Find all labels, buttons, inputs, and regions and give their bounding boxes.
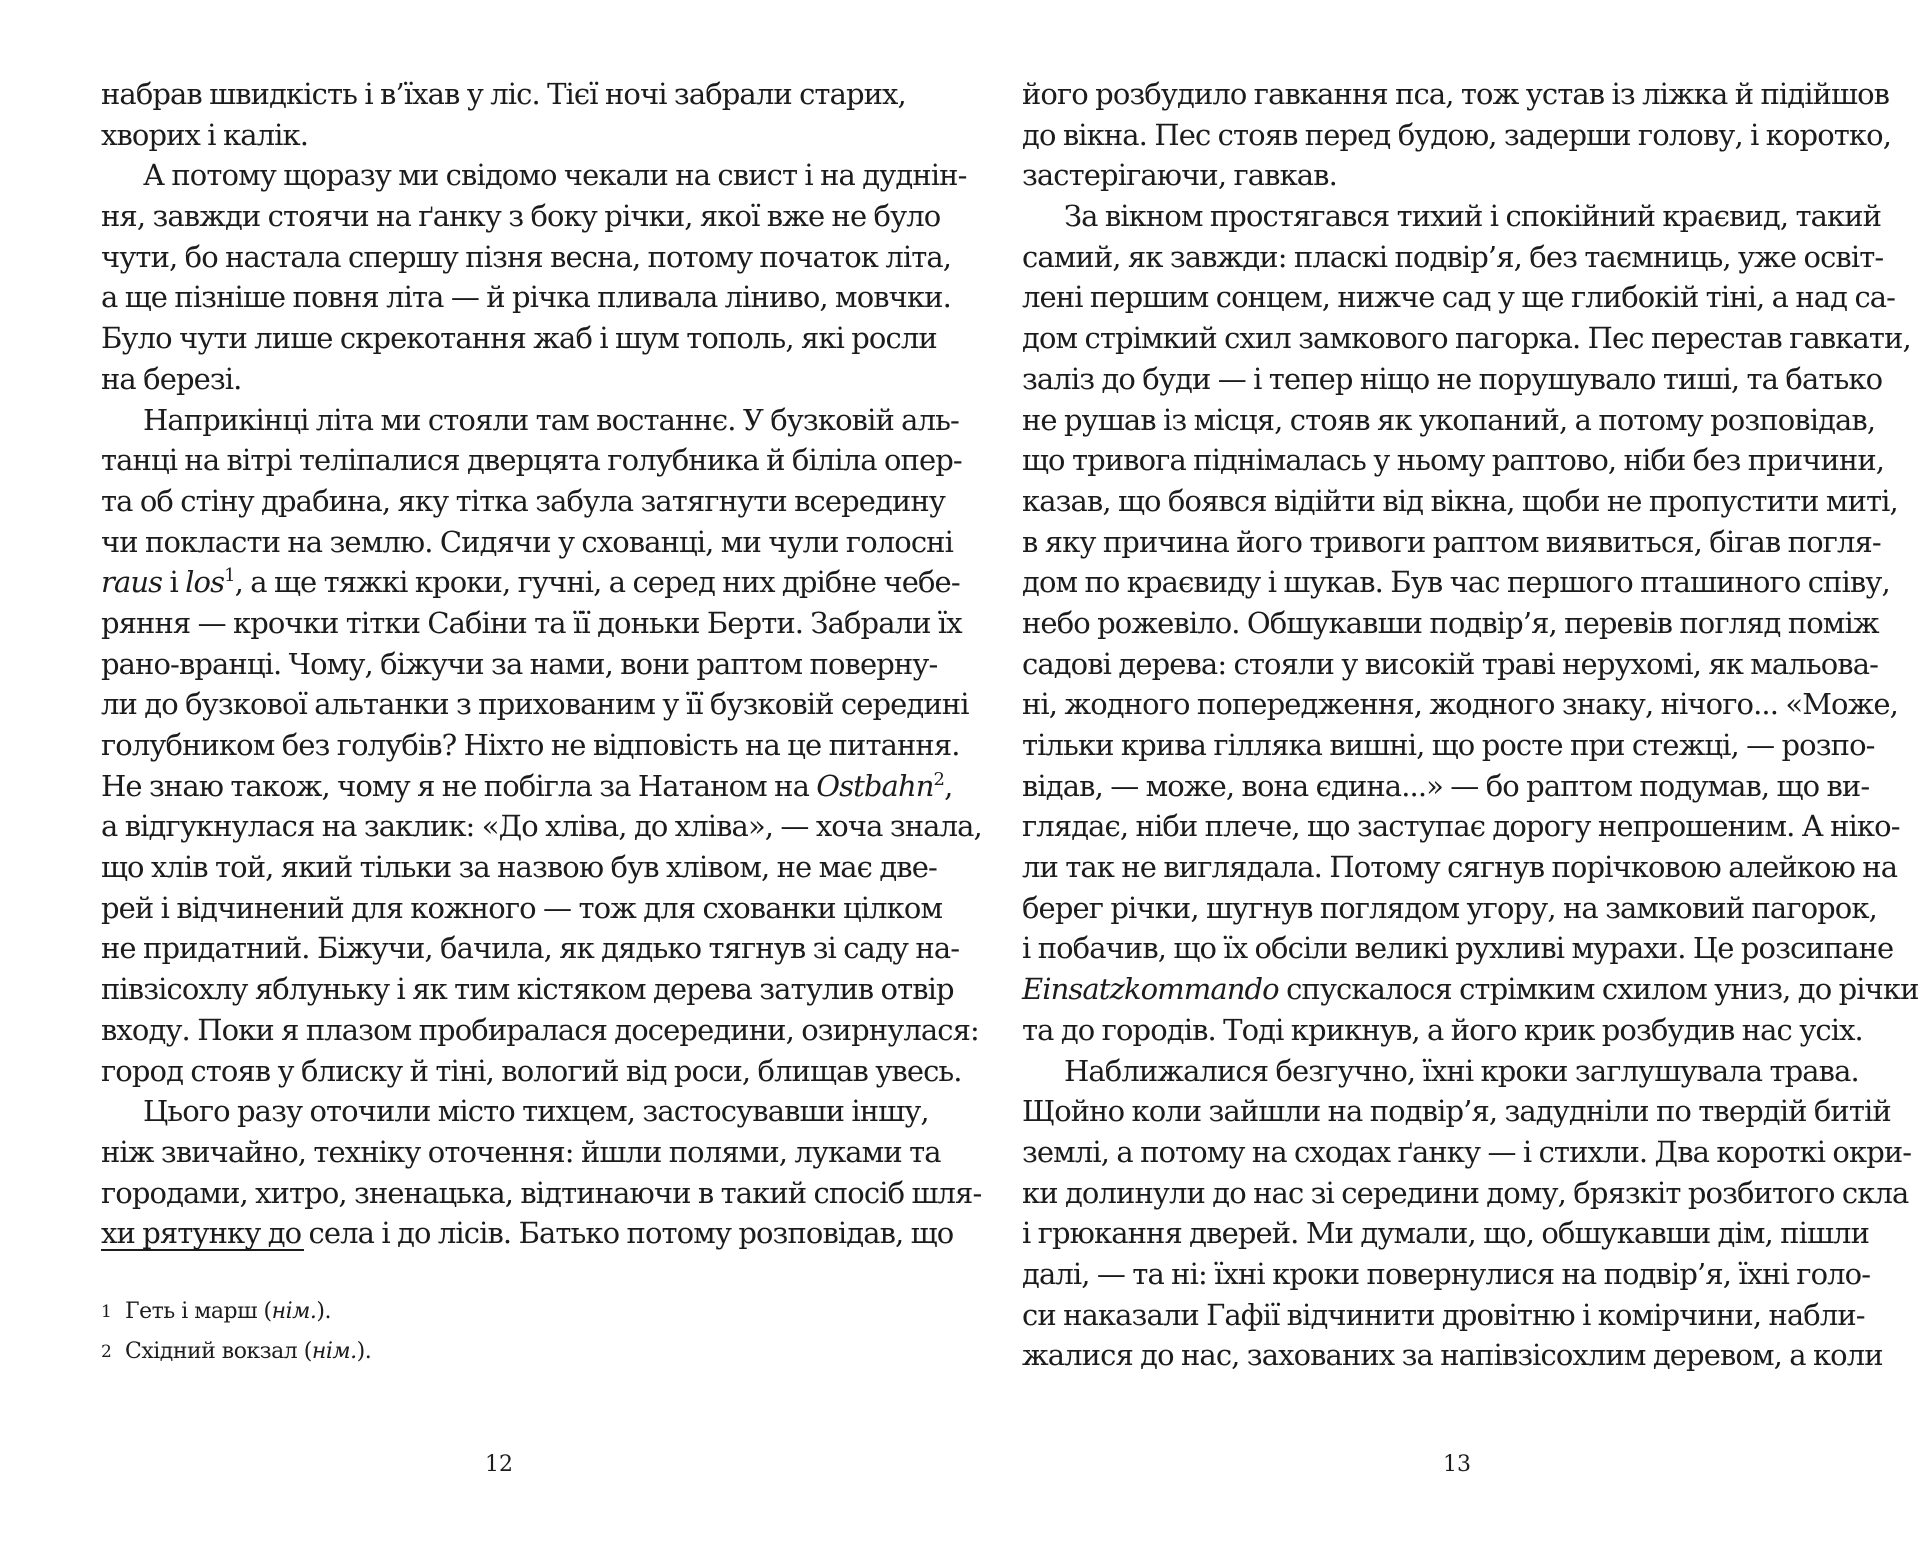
- text-line: відав, — може, вона єдина...» — бо раптом подумав, що ви-: [1022, 768, 1870, 803]
- text-line: на березі.: [101, 361, 242, 396]
- text-line: А потому щоразу ми свідомо чекали на свист і на дуднін-: [143, 158, 967, 193]
- text-fragment: , а ще тяжкі кроки, гучні, а серед них дрібне чебе-: [234, 565, 960, 600]
- text-line: город стояв у блиску й тіні, вологий від роси, блищав увесь.: [101, 1053, 962, 1088]
- text-line: За вікном простягався тихий і спокійний краєвид, такий: [1064, 199, 1882, 234]
- text-line: рано-вранці. Чому, біжучи за нами, вони раптом поверну-: [101, 646, 938, 681]
- text-line: си наказали Гафії відчинити дровітню і комірчини, набли-: [1022, 1297, 1865, 1332]
- text-line: ли так не виглядала. Потому сягнув порічковою алейкою на: [1022, 850, 1898, 885]
- text-line: глядає, ніби плече, що заступає дорогу непрошеним. А ніко-: [1022, 809, 1900, 844]
- footnote-mark: 2: [101, 1342, 112, 1362]
- text-line: казав, що боявся відійти від вікна, щоби не пропустити миті,: [1022, 483, 1898, 518]
- text-line: [101, 562, 960, 603]
- text-line: танці на вітрі теліпалися дверцята голубника й біліла опер-: [101, 443, 962, 478]
- text-line: що хлів той, який тільки за назвою був хлівом, не має две-: [101, 850, 937, 885]
- text-line: застерігаючи, гавкав.: [1022, 158, 1337, 193]
- text-line: рей і відчинений для кожного — тож для схованки цілком: [101, 890, 943, 925]
- text-line: чути, бо настала спершу пізня весна, потому початок літа,: [101, 239, 952, 274]
- text-line: та об стіну драбина, яку тітка забула затягнути всередину: [101, 483, 946, 518]
- foreign-word: Ostbahn: [816, 768, 934, 803]
- text-line: небо рожевіло. Обшукавши подвір’я, перевів погляд поміж: [1022, 605, 1879, 640]
- text-line: самий, як завжди: пласкі подвір’я, без таємниць, уже освіт-: [1022, 239, 1884, 274]
- text-line: дом стрімкий схил замкового пагорка. Пес перестав гавкати,: [1022, 321, 1911, 356]
- text-line: до вікна. Пес стояв перед будою, задерши голову, і коротко,: [1022, 117, 1892, 152]
- text-line: ня, завжди стоячи на ґанку з боку річки, якої вже не було: [101, 199, 941, 234]
- right-page: [960, 0, 1920, 1542]
- text-line: півзісохлу яблуньку і як тим кістяком дерева затулив отвір: [101, 972, 954, 1007]
- footnote-language: нім.: [271, 1299, 317, 1324]
- foreign-word: los: [185, 565, 225, 600]
- text-fragment: спускалося стрімким схилом униз, до річки: [1278, 972, 1919, 1007]
- text-line: не рушав із місця, стояв як укопаний, а потому розповідав,: [1022, 402, 1876, 437]
- text-line: Наближалися безгучно, їхні кроки заглушувала трава.: [1064, 1053, 1859, 1088]
- footnote: [101, 1332, 901, 1372]
- text-line: ли до бузкової альтанки з прихованим у її бузковій середині: [101, 687, 969, 722]
- footnotes: [101, 1292, 901, 1372]
- text-line: [1022, 969, 1919, 1010]
- footnote-close: ).: [356, 1339, 372, 1364]
- text-line: ні, жодного попередження, жодного знаку, нічого... «Може,: [1022, 687, 1898, 722]
- text-line: чи покласти на землю. Сидячи у схованці, ми чули голосні: [101, 524, 953, 559]
- footnote-text: Геть і марш (: [125, 1299, 272, 1324]
- footnote-divider: [101, 1249, 304, 1251]
- text-fragment: ,: [944, 768, 953, 803]
- text-line: а ще пізніше повня літа — й річка пливала ліниво, мовчки.: [101, 280, 951, 315]
- text-line: а відгукнулася на заклик: «До хліва, до хліва», — хоча знала,: [101, 809, 982, 844]
- text-line: дом по краєвиду і шукав. Був час першого пташиного співу,: [1022, 565, 1890, 600]
- footnote-ref: 1: [224, 565, 235, 587]
- text-line: садові дерева: стояли у високій траві нерухомі, як мальова-: [1022, 646, 1878, 681]
- text-line: городами, хитро, зненацька, відтинаючи в такий спосіб шля-: [101, 1175, 982, 1210]
- text-line: берег річки, шугнув поглядом угору, на замковий пагорок,: [1022, 890, 1877, 925]
- text-line: Щойно коли зайшли на подвір’я, задудніли по твердій битій: [1022, 1094, 1891, 1129]
- text-line: лені першим сонцем, нижче сад у ще глибокій тіні, а над са-: [1022, 280, 1896, 315]
- text-fragment: і: [162, 565, 186, 600]
- left-page-text: [101, 74, 982, 1254]
- footnote-ref: 2: [933, 768, 945, 790]
- text-line: набрав швидкість і в’їхав у ліс. Тієї ночі забрали старих,: [101, 77, 906, 111]
- text-line: жалися до нас, захованих за напівзісохлим деревом, а коли: [1022, 1338, 1883, 1373]
- text-line: і грюкання дверей. Ми думали, що, обшукавши дім, пішли: [1022, 1216, 1870, 1251]
- right-page-text: [1022, 74, 1919, 1376]
- text-line: ряння — крочки тітки Сабіни та її доньки Берти. Забрали їх: [101, 605, 962, 640]
- text-line: ніж звичайно, техніку оточення: йшли полями, луками та: [101, 1134, 941, 1169]
- footnote-mark: 1: [101, 1302, 112, 1322]
- footnote-language: нім.: [311, 1339, 357, 1364]
- text-line: не придатний. Біжучи, бачила, як дядько тягнув зі саду на-: [101, 931, 960, 966]
- text-line: в яку причина його тривоги раптом виявиться, бігав погля-: [1022, 524, 1881, 559]
- page-number: 13: [1443, 1452, 1471, 1477]
- text-line: його розбудило гавкання пса, тож устав із ліжка й підійшов: [1022, 77, 1890, 111]
- footnote: [101, 1292, 901, 1332]
- text-fragment: Не знаю також, чому я не побігла за Натаном на: [101, 768, 817, 803]
- text-line: голубником без голубів? Ніхто не відповість на це питання.: [101, 728, 960, 762]
- text-line: хворих і калік.: [101, 117, 309, 152]
- text-line: ки долинули до нас зі середини дому, брязкіт розбитого скла: [1022, 1175, 1909, 1210]
- page-number: 12: [485, 1452, 513, 1477]
- footnote-close: ).: [316, 1299, 331, 1324]
- text-line: далі, — та ні: їхні кроки повернулися на подвір’я, їхні голо-: [1022, 1256, 1871, 1291]
- text-line: землі, а потому на сходах ґанку — і стихли. Два короткі окри-: [1022, 1134, 1912, 1169]
- text-line: Було чути лише скрекотання жаб і шум тополь, які росли: [101, 321, 937, 356]
- text-line: Цього разу оточили місто тихцем, застосувавши іншу,: [143, 1094, 929, 1129]
- text-line: Наприкінці літа ми стояли там востаннє. У бузковій аль-: [143, 402, 959, 437]
- text-line: заліз до буди — і тепер ніщо не порушувало тиші, та батько: [1022, 361, 1883, 396]
- text-line: хи рятунку до села і до лісів. Батько потому розповідав, що: [101, 1216, 954, 1251]
- foreign-word: raus: [101, 565, 163, 600]
- foreign-word: Einsatzkommando: [1022, 972, 1279, 1007]
- text-line: входу. Поки я плазом пробиралася досередини, озирнулася:: [101, 1012, 979, 1047]
- text-line: і побачив, що їх обсіли великі рухливі мурахи. Це розсипане: [1022, 931, 1894, 966]
- text-line: що тривога піднімалась у ньому раптово, ніби без причини,: [1022, 443, 1885, 478]
- footnote-text: Східний вокзал (: [125, 1339, 312, 1364]
- text-line: тільки крива гілляка вишні, що росте при стежці, — розпо-: [1022, 728, 1875, 762]
- text-line: та до городів. Тоді крикнув, а його крик розбудив нас усіх.: [1022, 1012, 1863, 1047]
- text-line: [101, 766, 953, 807]
